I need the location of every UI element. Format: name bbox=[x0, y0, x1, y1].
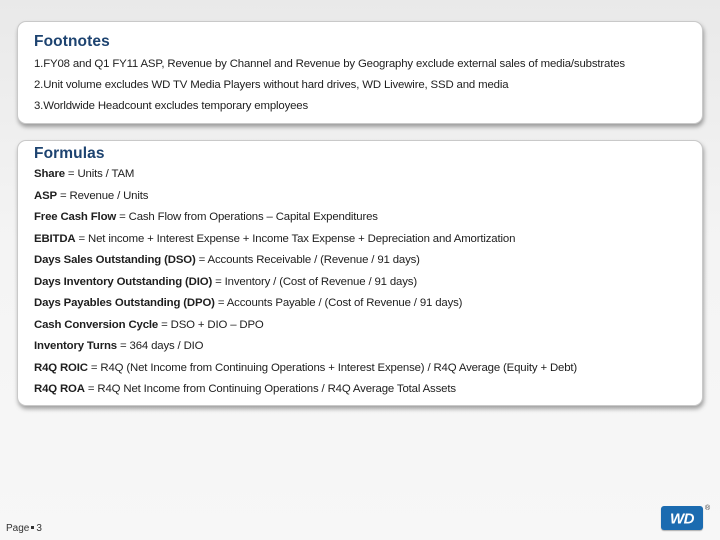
formula-definition: = Cash Flow from Operations – Capital Expenditures bbox=[116, 211, 378, 223]
footnote-item-1: 1.FY08 and Q1 FY11 ASP, Revenue by Channel and Revenue by Geography exclude external sales of media/substrates bbox=[34, 58, 625, 70]
formula-r4q-roic bbox=[34, 362, 577, 374]
footnotes-title: Footnotes bbox=[34, 33, 110, 50]
formula-term: Days Payables Outstanding (DPO) bbox=[34, 297, 215, 309]
formula-inventory-turns bbox=[34, 340, 203, 352]
formula-cash-conversion-cycle bbox=[34, 319, 264, 331]
formula-definition: = DSO + DIO – DPO bbox=[158, 319, 264, 331]
formula-term: Share bbox=[34, 168, 65, 180]
formula-ebitda bbox=[34, 233, 515, 245]
footnote-item-3: 3.Worldwide Headcount excludes temporary employees bbox=[34, 100, 309, 112]
page-label: Page bbox=[6, 523, 30, 534]
page-number-footer bbox=[6, 523, 42, 534]
formula-definition: = Inventory / (Cost of Revenue / 91 days) bbox=[212, 276, 417, 288]
formula-definition: = Net income + Interest Expense + Income Tax Expense + Depreciation and Amortization bbox=[75, 233, 516, 245]
formula-dio bbox=[34, 276, 417, 288]
formula-definition: = Accounts Payable / (Cost of Revenue / 91 days) bbox=[214, 297, 463, 309]
formula-term: Days Inventory Outstanding (DIO) bbox=[34, 276, 213, 288]
formula-term: ASP bbox=[34, 190, 57, 202]
formula-term: Free Cash Flow bbox=[34, 211, 117, 223]
footnotes-panel bbox=[17, 21, 703, 124]
bullet-separator bbox=[31, 526, 34, 529]
wd-logo bbox=[661, 506, 703, 530]
formula-definition: = Accounts Receivable / (Revenue / 91 days) bbox=[195, 254, 420, 266]
formula-free-cash-flow bbox=[34, 211, 378, 223]
formula-dso bbox=[34, 254, 420, 266]
formula-definition: = R4Q Net Income from Continuing Operations / R4Q Average Total Assets bbox=[84, 383, 456, 395]
formula-term: Cash Conversion Cycle bbox=[34, 319, 159, 331]
page-number: 3 bbox=[36, 523, 42, 534]
formula-definition: = Revenue / Units bbox=[56, 190, 149, 202]
footnote-item-2: 2.Unit volume excludes WD TV Media Players without hard drives, WD Livewire, SSD and media bbox=[34, 79, 509, 91]
formula-definition: = Units / TAM bbox=[64, 168, 135, 180]
formula-term: R4Q ROIC bbox=[34, 362, 88, 374]
formula-definition: = R4Q (Net Income from Continuing Operations + Interest Expense) / R4Q Average (Equity + Debt) bbox=[87, 362, 578, 374]
formula-definition: = 364 days / DIO bbox=[116, 340, 204, 352]
formula-dpo bbox=[34, 297, 462, 309]
formulas-title: Formulas bbox=[34, 145, 105, 162]
logo-text: WD bbox=[670, 510, 694, 528]
formula-term: R4Q ROA bbox=[34, 383, 85, 395]
formula-r4q-roa bbox=[34, 383, 456, 395]
formula-share bbox=[34, 168, 134, 180]
formulas-panel bbox=[17, 140, 703, 406]
formula-term: Inventory Turns bbox=[34, 340, 117, 352]
formula-term: Days Sales Outstanding (DSO) bbox=[34, 254, 196, 266]
wd-logo-icon bbox=[661, 506, 703, 530]
registered-mark: ® bbox=[705, 505, 711, 512]
formula-term: EBITDA bbox=[34, 233, 76, 245]
formula-asp bbox=[34, 190, 148, 202]
